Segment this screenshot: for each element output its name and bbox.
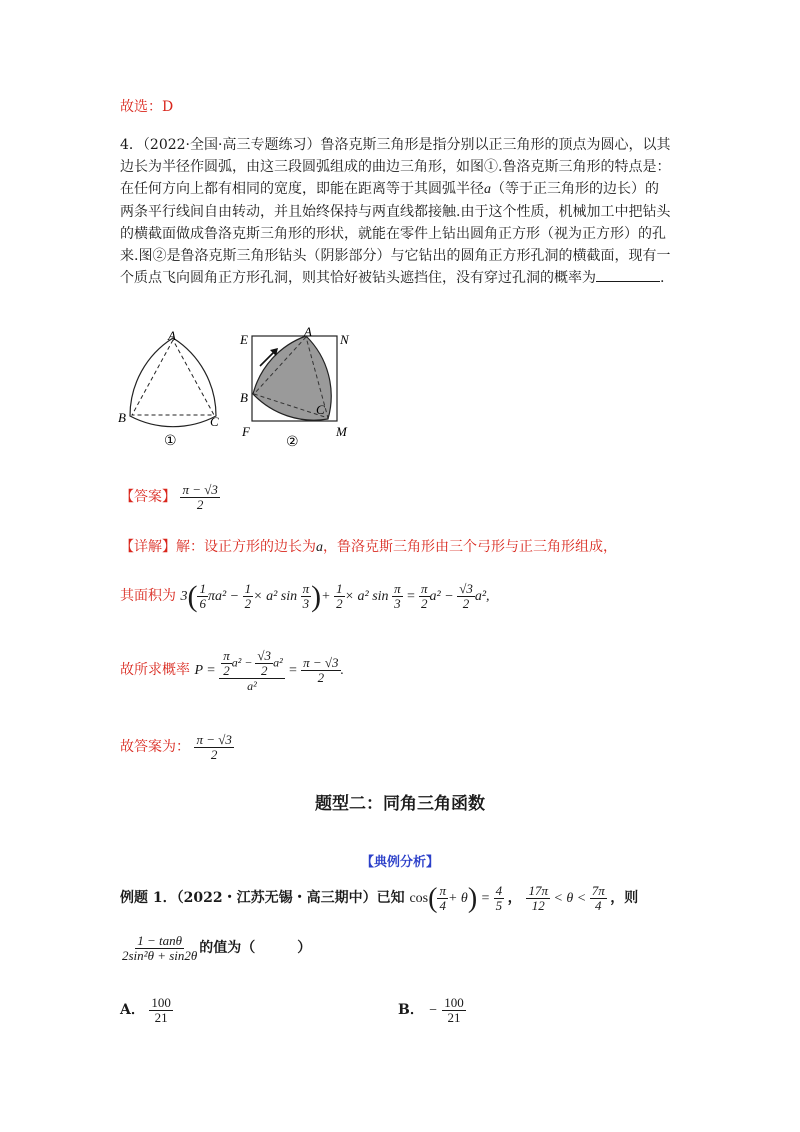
fig2-label-n: N <box>340 332 349 347</box>
probability-label: 故所求概率 <box>120 662 190 678</box>
frac-num: √3 <box>459 581 473 597</box>
frac-den: 21 <box>447 1009 461 1025</box>
theta-range <box>526 883 610 914</box>
area-expression: 3( $\frac{1}{6}$ πa² − $\frac{1}{2}$ × a² sin $\frac{\pi}{3}$ )+ $\frac{1}{2}$ × a² sin $\frac{\pi}{3}$ = $\frac{\pi}{2}$ a² − $\frac{√3}{2}$ a², <box>180 579 490 613</box>
big-denominator: a² <box>247 678 257 693</box>
final-answer-fraction <box>194 733 233 762</box>
frac-num: 100 <box>444 994 464 1010</box>
problem-text: 鲁洛克斯三角形是指分别以正三角形的顶点为圆心，以其 <box>320 137 671 153</box>
frac-den: 2sin²θ + sin2θ <box>122 947 198 963</box>
fig2-label-c: C <box>316 402 325 417</box>
frac-num: π <box>223 647 230 663</box>
frac-num: π <box>394 581 401 597</box>
frac-num: 7π <box>591 883 605 899</box>
frac-den: 2 <box>317 670 325 686</box>
frac-num: 100 <box>151 994 171 1010</box>
fig2-label-b: B <box>240 390 248 405</box>
p-equals: P = <box>194 663 216 678</box>
answer-fraction <box>180 483 219 512</box>
equals: = <box>406 589 416 604</box>
problem-number: 4． <box>120 137 143 153</box>
figure-reuleaux-triangle <box>118 328 230 450</box>
figure-drill-in-square <box>236 324 356 452</box>
fig2-label-f: F <box>242 424 250 439</box>
detail-text: 解：设正方形的边长为 <box>176 539 316 555</box>
frac <box>301 582 312 611</box>
probability-expression <box>194 647 345 693</box>
var-a: a <box>484 182 491 197</box>
problem-line-7 <box>120 267 680 289</box>
frac-num: π <box>302 581 310 597</box>
frac-den: 3 <box>394 596 401 612</box>
frac-den: 3 <box>302 596 310 612</box>
fig1-label-c: C <box>210 414 219 429</box>
example-expression <box>120 928 311 968</box>
term: + <box>321 589 331 604</box>
big-numerator <box>219 649 284 679</box>
problem-source: （2022·全国·高三专题练习） <box>142 137 321 153</box>
problem-line-6: 来.图②是鲁洛克斯三角形钻头（阴影部分）与它钻出的圆角正方形孔洞的横截面，现有一 <box>120 248 671 264</box>
example-tag: 【典例分析】 <box>360 855 439 870</box>
frac-den: 2 <box>260 662 268 678</box>
problem-text: . <box>660 270 665 286</box>
frac-den: 2 <box>336 596 343 612</box>
frac-den: 2 <box>210 746 218 762</box>
section-title: 题型二：同角三角函数 <box>315 794 485 814</box>
problem-line-3 <box>120 178 680 201</box>
period: . <box>340 663 345 678</box>
frac <box>221 649 232 678</box>
option-b[interactable] <box>398 990 466 1031</box>
equals: = <box>480 891 491 906</box>
problem-text: 个质点飞向圆角正方形孔洞，则其恰好被钻头遮挡住，没有穿过孔洞的概率为 <box>120 270 596 286</box>
problem-line-4: 两条平行线间自由转动，并且始终保持与两直线都接触.由于这个性质，机械加工中把钻头 <box>120 204 671 220</box>
frac <box>197 582 208 611</box>
answer-denominator: 2 <box>196 496 204 512</box>
big-fraction <box>219 649 284 693</box>
fig2-label-e: E <box>240 332 248 347</box>
fig2-label-a: A <box>304 324 312 339</box>
detail-area-line <box>120 578 490 615</box>
problem-line-1 <box>120 134 680 156</box>
frac <box>392 582 403 611</box>
detail-probability-line <box>120 642 344 699</box>
cos: cos <box>409 891 429 906</box>
frac-num: π − √3 <box>196 731 232 747</box>
term: × a² sin <box>253 589 298 604</box>
frac-den: 2 <box>223 662 230 678</box>
frac-den: 5 <box>495 898 503 914</box>
frac-num: 1 <box>336 581 343 597</box>
final-answer-label: 故答案为： <box>120 739 190 755</box>
previous-answer-label: 故选： <box>120 99 162 115</box>
area-label: 其面积为 <box>120 588 176 604</box>
frac <box>301 656 340 685</box>
frac <box>526 884 550 913</box>
problem-4 <box>120 134 680 289</box>
frac-num: 1 − tanθ <box>137 932 183 948</box>
option-a[interactable] <box>120 990 173 1031</box>
frac-num: π − √3 <box>303 655 339 671</box>
area-coef: 3 <box>180 589 188 604</box>
term: × a² sin <box>344 589 389 604</box>
option-fraction <box>149 996 173 1025</box>
frac-den: 4 <box>439 898 446 914</box>
detail-line-1 <box>120 536 617 559</box>
option-fraction <box>442 996 466 1025</box>
problem-line-5: 的横截面做成鲁洛克斯三角形的形状，就能在零件上钻出圆角正方形（视为正方形）的孔 <box>120 226 666 242</box>
frac-num: π <box>439 883 446 899</box>
frac <box>494 884 505 913</box>
frac-num: 1 <box>199 581 206 597</box>
fig1-caption: ① <box>164 433 177 449</box>
frac-den: 21 <box>154 1009 168 1025</box>
equals: = <box>288 663 298 678</box>
comma: ， <box>507 890 522 906</box>
term: a² <box>273 655 283 670</box>
target-expression <box>120 934 199 963</box>
frac-num: 1 <box>244 581 252 597</box>
term: + θ <box>447 891 468 906</box>
frac-den: 4 <box>595 898 602 914</box>
problem-line-2: 边长为半径作圆弧，由这三段圆弧组成的曲边三角形，如图①.鲁洛克斯三角形的特点是： <box>120 159 671 175</box>
answer-blank <box>596 267 660 282</box>
frac-den: 2 <box>421 596 428 612</box>
option-label: B． <box>398 1002 424 1018</box>
var-a: a <box>316 540 323 555</box>
frac-den: 2 <box>462 596 470 612</box>
frac <box>255 649 273 678</box>
detail-text: ，鲁洛克斯三角形由三个弓形与正三角形组成， <box>323 539 617 555</box>
frac-den: 6 <box>199 596 206 612</box>
frac-den: 12 <box>531 898 545 914</box>
problem-text: 在任何方向上都有相同的宽度，即能在距离等于其圆弧半径 <box>120 181 484 197</box>
frac-num: √3 <box>257 647 272 663</box>
frac-num: π <box>421 581 428 597</box>
frac <box>457 582 475 611</box>
frac <box>334 582 345 611</box>
then: ，则 <box>610 890 639 906</box>
given-condition: cos( $\frac{\pi}{4}$ + θ) = $\frac{4}{5}$ <box>409 882 503 914</box>
fig1-label-a: A <box>168 328 176 343</box>
frac-num: 17π <box>528 883 548 899</box>
fig2-label-m: M <box>336 424 347 439</box>
term: πa² − <box>207 589 240 604</box>
answer-numerator: π − √3 <box>182 481 218 497</box>
answer-label: 【答案】 <box>120 489 176 505</box>
answer-block <box>120 480 220 514</box>
frac-num: 4 <box>495 883 503 899</box>
final-answer <box>120 730 234 764</box>
detail-label: 【详解】 <box>120 539 176 555</box>
frac <box>243 582 254 611</box>
frac-den: 2 <box>244 596 252 612</box>
option-sign: − <box>428 1003 438 1018</box>
term: a² − <box>231 655 253 670</box>
example-question <box>120 878 638 919</box>
frac <box>419 582 430 611</box>
frac <box>590 884 607 913</box>
term: a², <box>474 589 490 604</box>
problem-text: （等于正三角形的边长）的 <box>491 181 659 197</box>
inequality: < θ < <box>553 891 587 906</box>
previous-answer-choice: D <box>162 99 174 115</box>
option-label: A． <box>120 1002 145 1018</box>
fig2-caption: ② <box>286 434 299 450</box>
term: a² − <box>429 589 454 604</box>
example-prefix: 例题 1．（2022・江苏无锡・高三期中）已知 <box>120 890 405 906</box>
frac <box>437 884 448 913</box>
previous-answer <box>120 96 173 118</box>
fig1-label-b: B <box>118 410 126 425</box>
question-ask: 的值为（ ） <box>199 940 312 956</box>
